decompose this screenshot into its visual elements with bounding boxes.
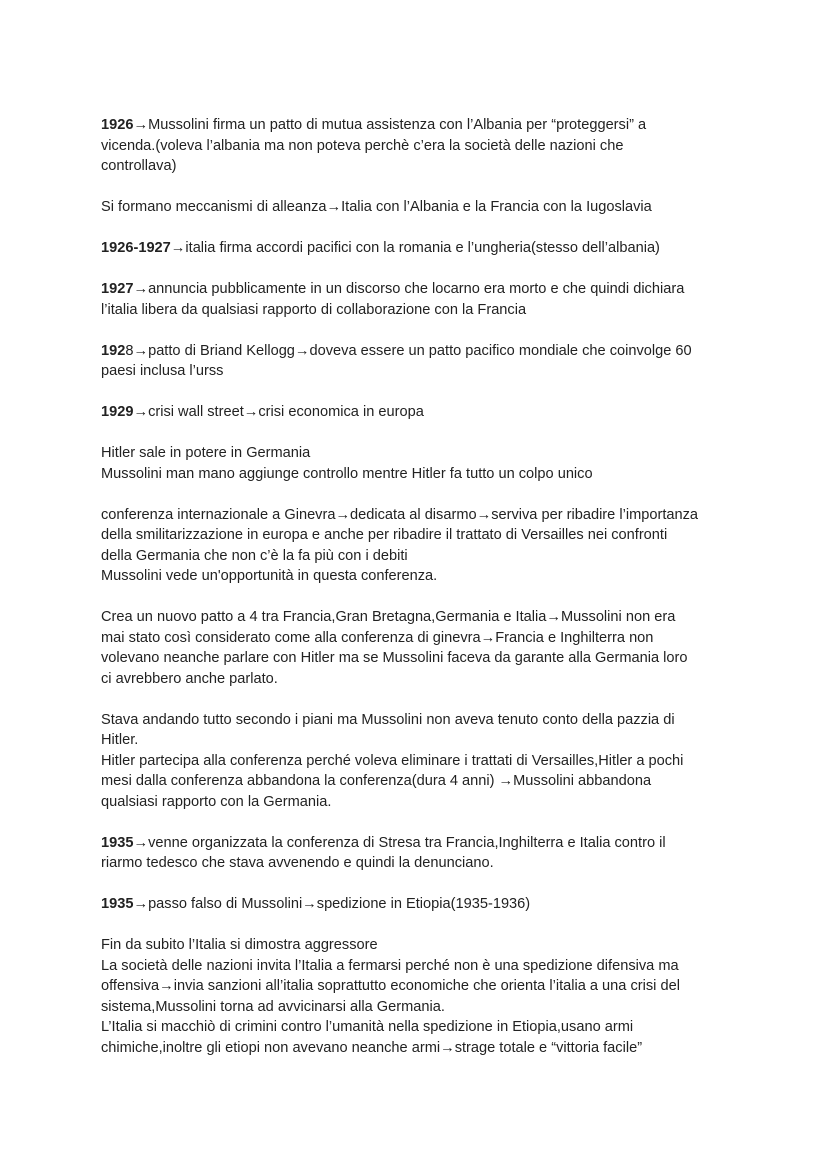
paragraph-hitler (101, 443, 741, 484)
text-line: 1929→crisi wall street→crisi economica in europa (101, 404, 424, 420)
text-line: controllava) (101, 158, 177, 174)
text-line: Hitler. (101, 732, 139, 748)
paragraph-alliances (101, 197, 741, 218)
paragraph-pazzia-hitler (101, 710, 741, 813)
paragraph-aggressore (101, 935, 741, 1058)
text-line: Hitler partecipa alla conferenza perché voleva eliminare i trattati di Versailles,Hitler a pochi (101, 752, 684, 769)
year-label: 1935 (101, 834, 134, 851)
text-line: 1935→passo falso di Mussolini→spedizione in Etiopia(1935-1936) (101, 896, 531, 912)
year-label: 1929 (101, 404, 134, 420)
text-line: La società delle nazioni invita l’Italia a fermarsi perché non è una spedizione difensiva ma (101, 957, 679, 974)
text-line: 1926→Mussolini firma un patto di mutua assistenza con l’Albania per “proteggersi” a (101, 117, 647, 133)
text-line: 1926-1927→italia firma accordi pacifici con la romania e l’ungheria(stesso dell’albania) (101, 240, 660, 256)
text-line: della Germania che non c’è la fa più con i debiti (101, 547, 408, 564)
text-line: conferenza internazionale a Ginevra→dedicata al disarmo→serviva per ribadire l’importanza (101, 506, 699, 523)
text-line: chimiche,inoltre gli etiopi non avevano neanche armi→strage totale e “vittoria facile” (101, 1039, 643, 1056)
text-line: offensiva→invia sanzioni all’italia soprattutto economiche che orienta l’italia a una crisi del (101, 978, 680, 994)
year-label: 1935 (101, 896, 134, 912)
paragraph-1935-etiopia (101, 894, 741, 915)
text-line: Si formano meccanismi di alleanza→Italia con l’Albania e la Francia con la Iugoslavia (101, 199, 652, 215)
text-line: L’Italia si macchiò di crimini contro l’umanità nella spedizione in Etiopia,usano armi (101, 1019, 634, 1035)
text-line: 1927→annuncia pubblicamente in un discorso che locarno era morto e che quindi dichiara (101, 281, 685, 297)
year-label: 1926 (101, 117, 134, 133)
paragraph-1929 (101, 402, 741, 423)
text-line: 1928→patto di Briand Kellogg→doveva essere un patto pacifico mondiale che coinvolge 60 (101, 342, 692, 359)
text-line: riarmo tedesco che stava avvenendo e quindi la denunciano. (101, 855, 494, 871)
text-line: Mussolini man mano aggiunge controllo mentre Hitler fa tutto un colpo unico (101, 465, 593, 482)
text-line: qualsiasi rapporto con la Germania. (101, 793, 332, 810)
text-line: Stava andando tutto secondo i piani ma Mussolini non aveva tenuto conto della pazzia di (101, 711, 675, 728)
text-line: Crea un nuovo patto a 4 tra Francia,Gran Bretagna,Germania e Italia→Mussolini non era (101, 609, 676, 625)
text-line: Hitler sale in potere in Germania (101, 445, 311, 461)
year-label: 192 (101, 342, 126, 359)
text-line: 1935→venne organizzata la conferenza di Stresa tra Francia,Inghilterra e Italia contro il (101, 834, 666, 851)
text-line: sistema,Mussolini torna ad avvicinarsi alla Germania. (101, 998, 445, 1015)
paragraph-1927 (101, 279, 741, 320)
text-line: Fin da subito l’Italia si dimostra aggressore (101, 937, 378, 953)
text-line: della smilitarizzazione in europa e anche per ribadire il trattato di Versailles nei confronti (101, 527, 668, 543)
document-page (101, 115, 741, 1079)
text-line: mesi dalla conferenza abbandona la conferenza(dura 4 anni) →Mussolini abbandona (101, 773, 652, 789)
paragraph-ginevra (101, 505, 741, 587)
text-line: volevano neanche parlare con Hitler ma se Mussolini faceva da garante alla Germania loro (101, 650, 688, 666)
paragraph-1926-1927 (101, 238, 741, 259)
text-line: vicenda.(voleva l’albania ma non poteva perchè c’era la società delle nazioni che (101, 137, 624, 154)
text-line: mai stato così considerato come alla conferenza di ginevra→Francia e Inghilterra non (101, 629, 654, 646)
year-label: 1927 (101, 281, 134, 297)
paragraph-1928 (101, 341, 741, 382)
paragraph-1935-stresa (101, 833, 741, 874)
text-line: Mussolini vede un'opportunità in questa conferenza. (101, 568, 438, 584)
text-line: paesi inclusa l’urss (101, 363, 224, 379)
text-line: ci avrebbero anche parlato. (101, 670, 278, 687)
text-line: l’italia libera da qualsiasi rapporto di collaborazione con la Francia (101, 301, 527, 318)
paragraph-patto-a-4 (101, 607, 741, 689)
year-label: 1926-1927 (101, 240, 171, 256)
paragraph-1926 (101, 115, 741, 177)
